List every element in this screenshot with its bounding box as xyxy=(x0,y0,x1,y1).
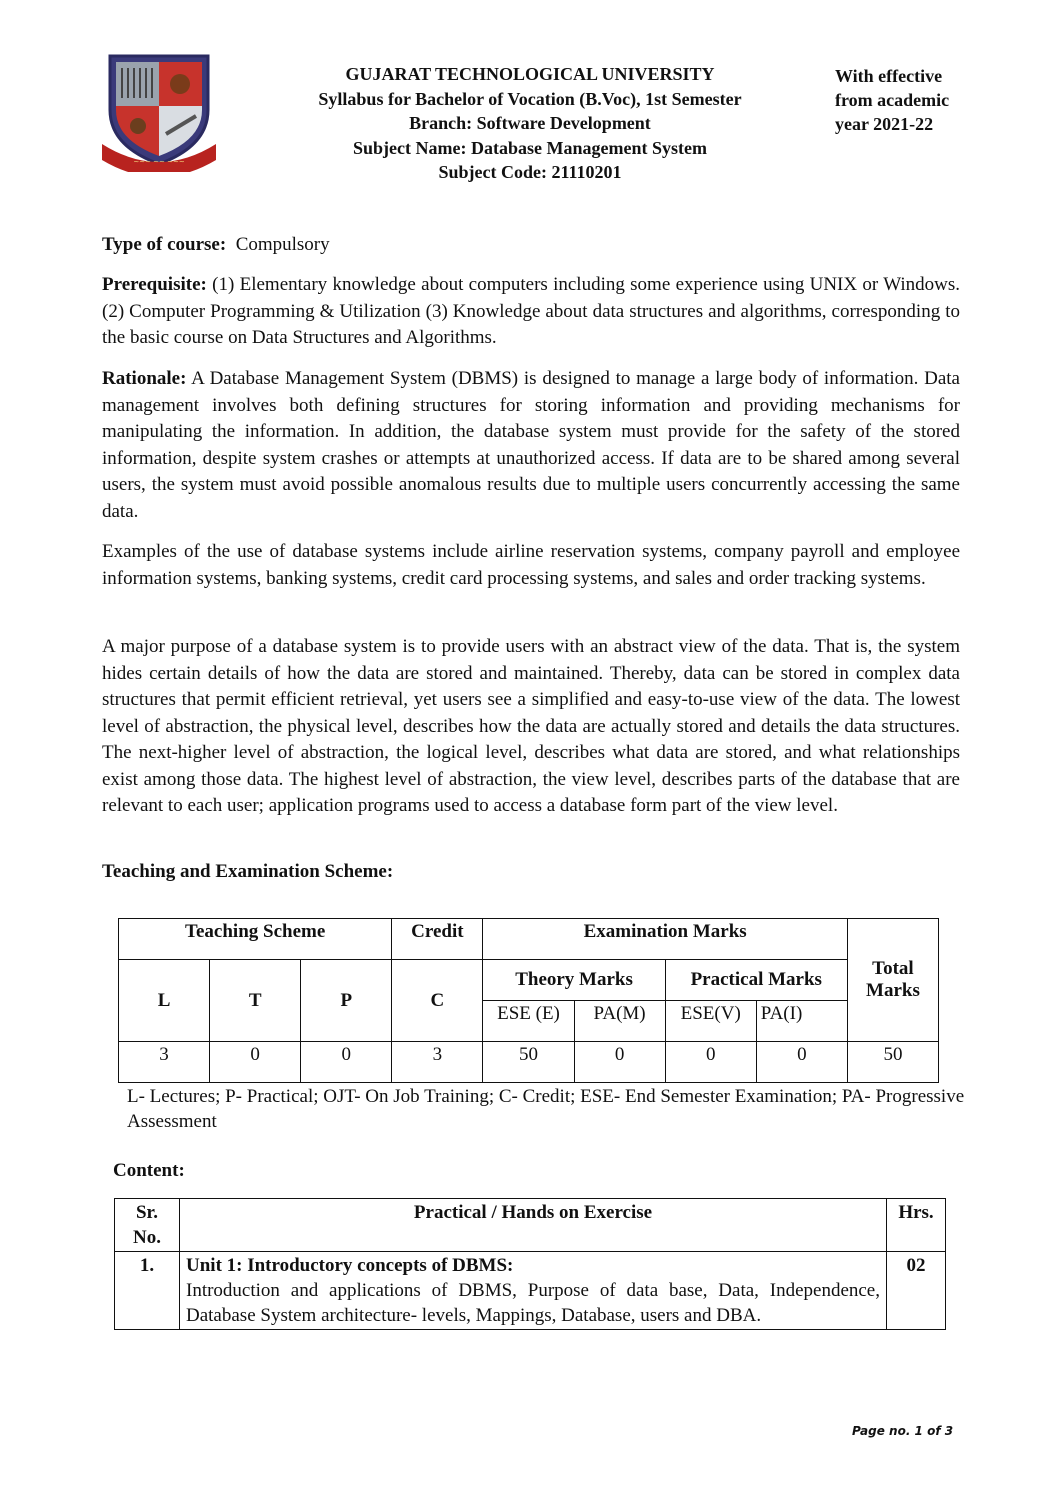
practical-marks-header: Practical Marks xyxy=(665,960,847,1001)
type-of-course-value: Compulsory xyxy=(235,234,330,255)
unit-description: Introduction and applications of DBMS, Purpose of data base, Data, Independence, Database System architecture- levels, Mappings, Database, users and DBA. xyxy=(186,1280,880,1326)
teaching-scheme-header: Teaching Scheme xyxy=(119,919,392,960)
value-p: 0 xyxy=(301,1042,392,1083)
examples-paragraph: Examples of the use of database systems include airline reservation systems, company payroll and employee information systems, banking systems, credit card processing systems, and sales and order tracking systems. xyxy=(102,541,960,589)
effective-line-3: year 2021-22 xyxy=(835,114,934,134)
row-content xyxy=(180,1252,887,1330)
page-number: Page no. 1 of 3 xyxy=(852,1424,954,1438)
svg-text:~~~ ~~ ~~~: ~~~ ~~ ~~~ xyxy=(133,158,185,166)
tutorial-header: T xyxy=(210,960,301,1042)
type-of-course xyxy=(102,232,960,259)
sr-no-header: Sr. No. xyxy=(115,1199,180,1252)
abbreviation-legend: L- Lectures; P- Practical; OJT- On Job Training; C- Credit; ESE- End Semester Examination; PA- Progressive Assessment xyxy=(127,1086,965,1132)
subject-name: Subject Name: Database Management System xyxy=(353,137,707,158)
content-table xyxy=(114,1198,946,1330)
value-pa-i: 0 xyxy=(756,1042,847,1083)
pa-m-header: PA(M) xyxy=(574,1001,665,1042)
hrs-header: Hrs. xyxy=(887,1199,946,1252)
table-row xyxy=(115,1252,946,1330)
lectures-header: L xyxy=(119,960,210,1042)
document-header xyxy=(260,62,800,185)
abstraction-paragraph: A major purpose of a database system is to provide users with an abstract view of the data. That is, the system hides certain details of how the data are stored and maintained. Thereby, data can be stored in complex data structures that permit efficient retrieval, yet users see a simplified and easy-to-use view of the data. The lowest level of abstraction, the physical level, describes how the data are actually stored and details the data structures. The next-higher level of abstraction, the logical level, describes what data are stored, and what relationships exist among those data. The highest level of abstraction, the view level, describes parts of the database that are relevant to each user; application programs used to access a database form part of the view level. xyxy=(102,636,960,816)
rationale-label: Rationale: xyxy=(102,368,187,389)
rationale-paragraph xyxy=(102,366,960,525)
exam-marks-header: Examination Marks xyxy=(483,919,847,960)
university-name: GUJARAT TECHNOLOGICAL UNIVERSITY xyxy=(345,64,715,84)
pa-i-header: PA(I) xyxy=(756,1001,847,1042)
exercise-header: Practical / Hands on Exercise xyxy=(180,1199,887,1252)
credit-c-header: C xyxy=(392,960,483,1042)
syllabus-title: Syllabus for Bachelor of Vocation (B.Voc), 1st Semester xyxy=(318,88,742,109)
row-hours: 02 xyxy=(887,1252,946,1330)
university-crest-logo-icon xyxy=(100,48,218,172)
branch-name: Branch: Software Development xyxy=(409,113,651,133)
credit-header: Credit xyxy=(392,919,483,960)
prerequisite-label: Prerequisite: xyxy=(102,274,207,295)
rationale-text: A Database Management System (DBMS) is designed to manage a large body of information. Data management involves both defining structures for storing information and providing mechanisms for manipulating the information. In addition, the database system must provide for the safety of the stored information, despite system crashes or attempts at unauthorized access. If data are to be shared among several users, the system must avoid possible anomalous results due to multiple users concurrently accessing the same data. xyxy=(102,368,960,522)
total-marks-header: Total Marks xyxy=(847,919,938,1042)
value-ese-e: 50 xyxy=(483,1042,574,1083)
scheme-heading: Teaching and Examination Scheme: xyxy=(102,861,394,882)
value-total: 50 xyxy=(847,1042,938,1083)
prerequisite-text: (1) Elementary knowledge about computers including some experience using UNIX or Windows. (2) Computer Programming & Utilization (3) Knowledge about data structures and algorithms, corresponding to the basic course on Data Structures and Algorithms. xyxy=(102,274,961,348)
teaching-examination-scheme-table xyxy=(118,918,939,1083)
value-ese-v: 0 xyxy=(665,1042,756,1083)
value-l: 3 xyxy=(119,1042,210,1083)
effective-year-note xyxy=(835,64,975,136)
ese-v-header: ESE(V) xyxy=(665,1001,756,1042)
value-pa-m: 0 xyxy=(574,1042,665,1083)
value-t: 0 xyxy=(210,1042,301,1083)
row-sr-no: 1. xyxy=(115,1252,180,1330)
effective-line-1: With effective xyxy=(835,66,943,86)
unit-title: Unit 1: Introductory concepts of DBMS: xyxy=(186,1255,514,1276)
practical-header: P xyxy=(301,960,392,1042)
content-heading: Content: xyxy=(113,1160,185,1181)
theory-marks-header: Theory Marks xyxy=(483,960,665,1001)
ese-e-header: ESE (E) xyxy=(483,1001,574,1042)
type-of-course-label: Type of course: xyxy=(102,234,227,255)
effective-line-2: from academic xyxy=(835,90,950,110)
subject-code: Subject Code: 21110201 xyxy=(438,162,622,182)
prerequisite-paragraph xyxy=(102,272,960,352)
value-c: 3 xyxy=(392,1042,483,1083)
